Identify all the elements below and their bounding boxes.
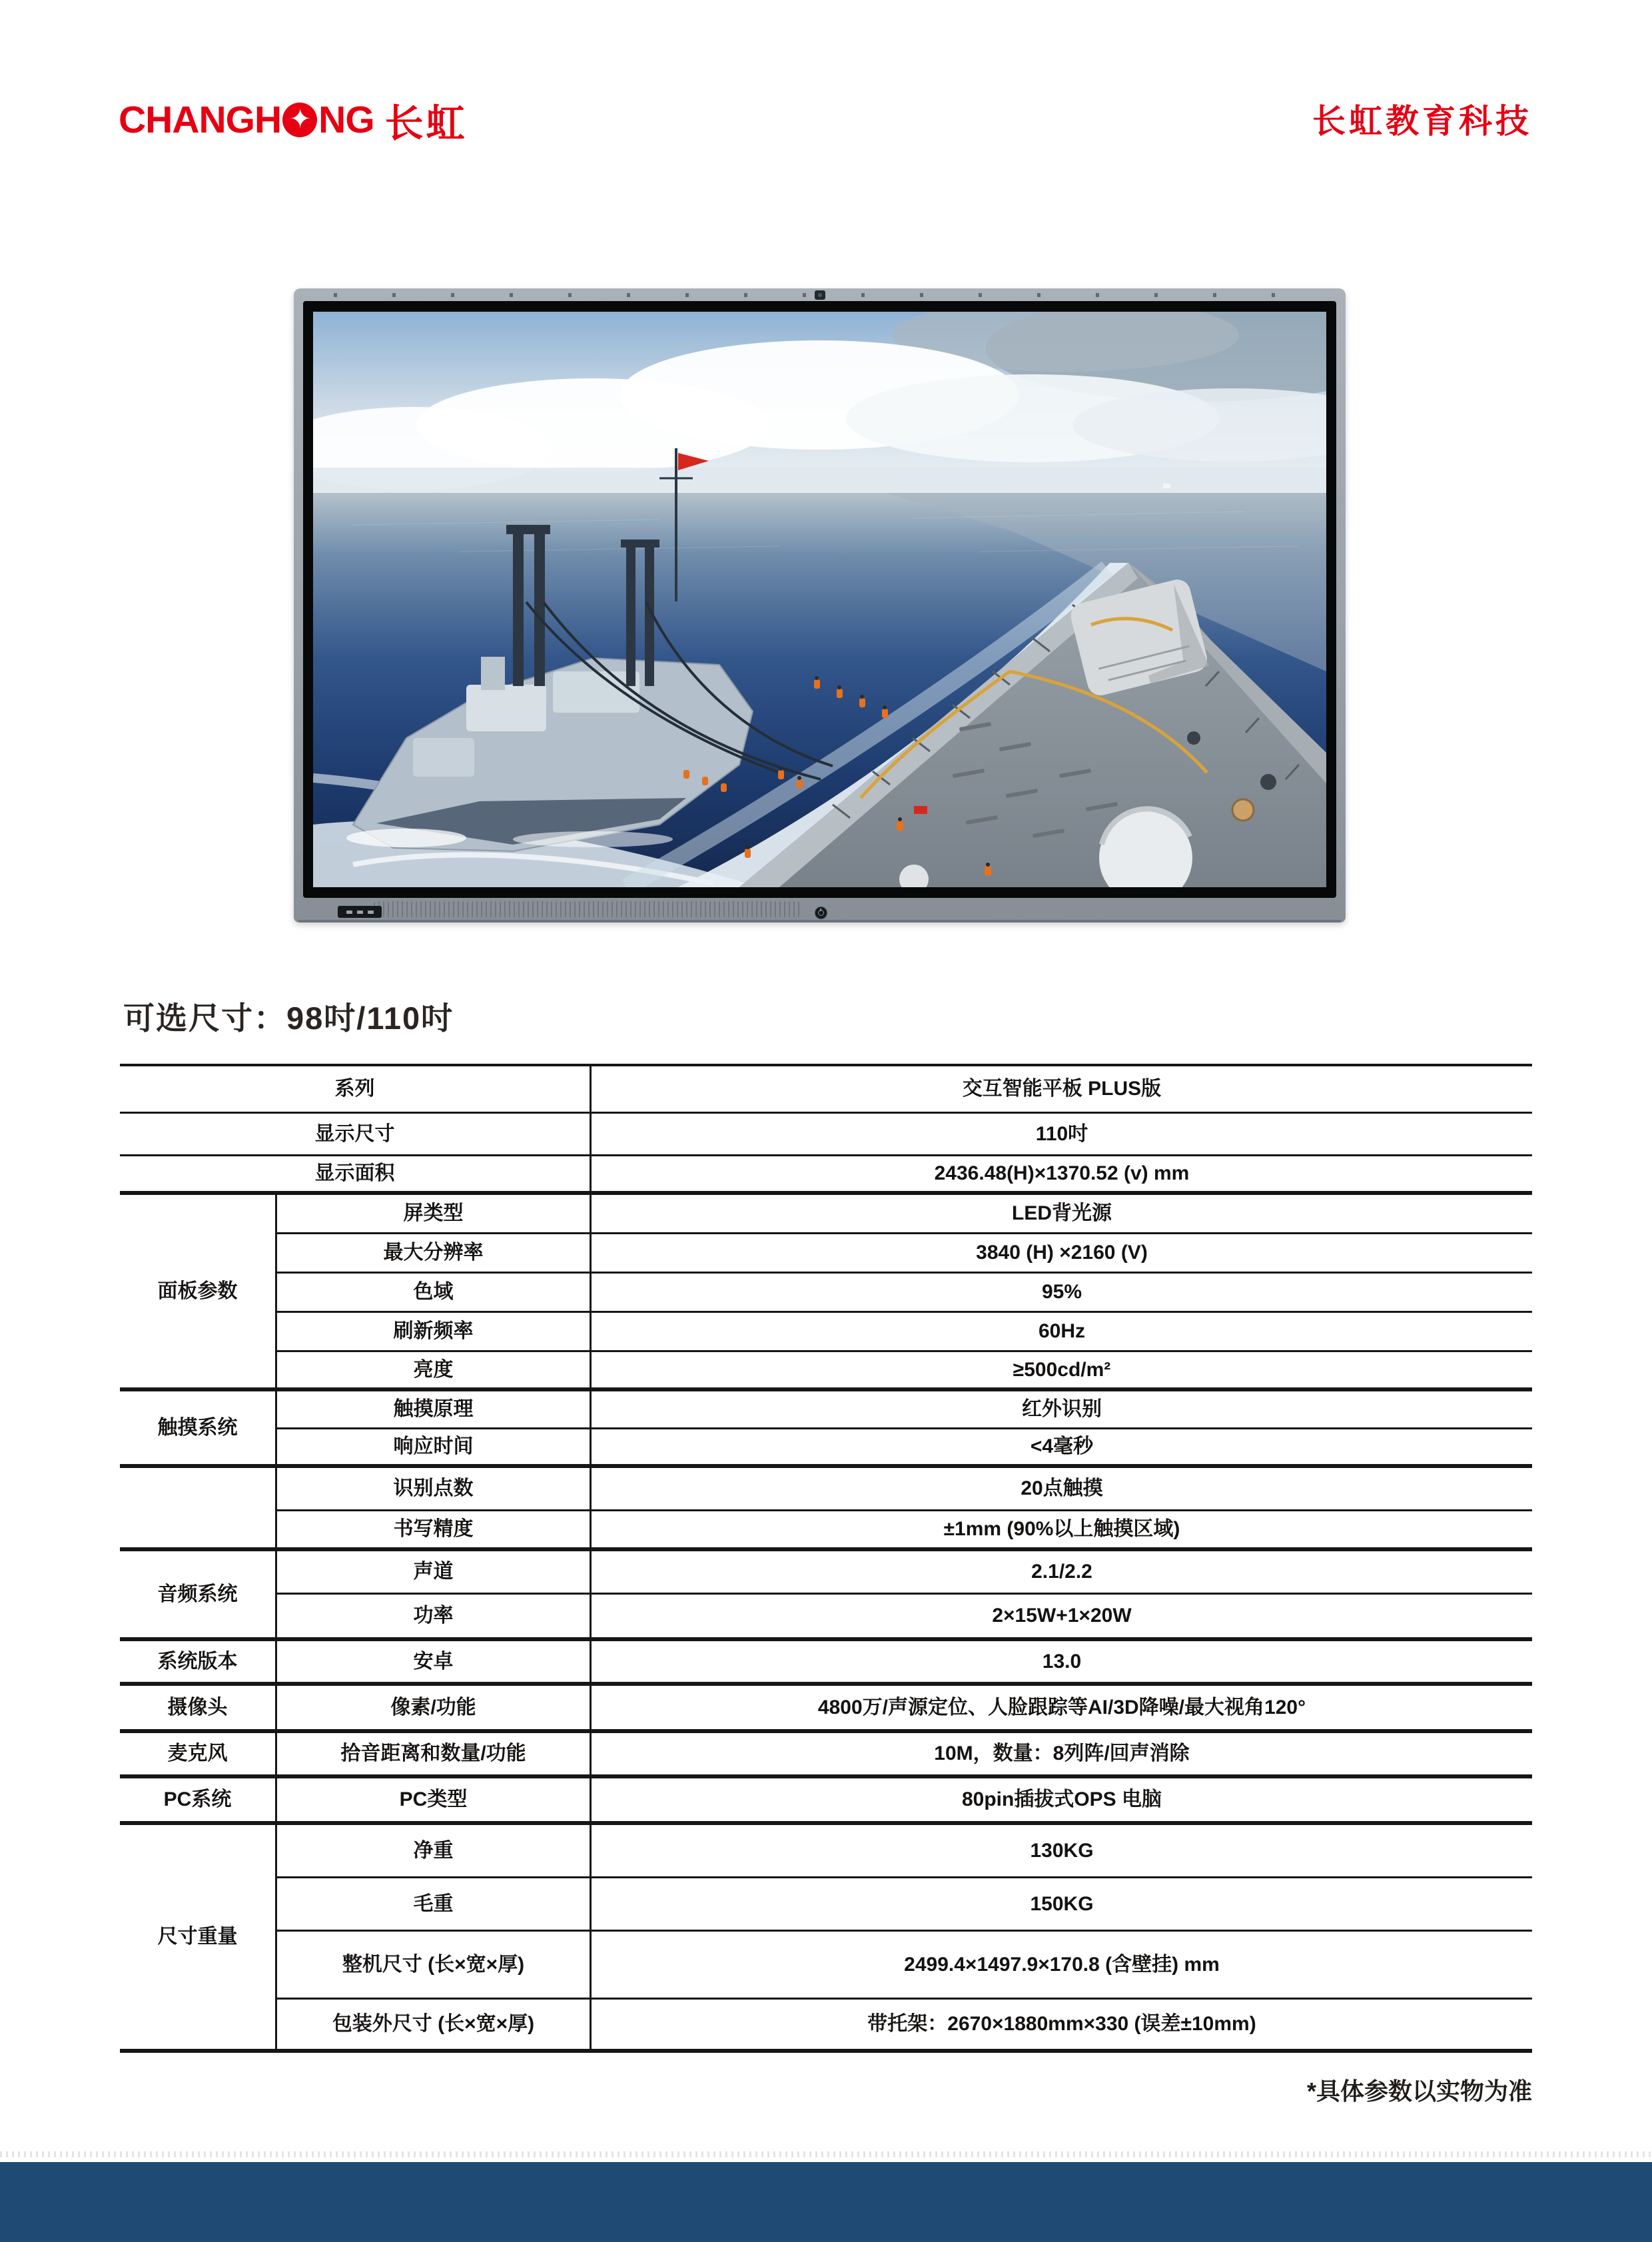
spec-value-cell: 红外识别	[590, 1391, 1532, 1429]
spec-label-cell: 触摸原理	[275, 1391, 590, 1429]
camera-icon	[815, 290, 825, 300]
spec-label-cell: 最大分辨率	[275, 1234, 590, 1274]
spec-label-cell: 识别点数	[275, 1468, 590, 1511]
spec-label-cell: 包装外尺寸 (长×宽×厚)	[275, 2000, 590, 2053]
spec-label-cell: 亮度	[275, 1352, 590, 1391]
spec-group-cell: 音频系统	[120, 1551, 275, 1641]
spec-group-cell: 系统版本	[120, 1641, 275, 1686]
spec-value-cell: 13.0	[590, 1641, 1532, 1686]
spec-value-cell: 110吋	[590, 1114, 1532, 1156]
spec-label-cell: 像素/功能	[275, 1686, 590, 1733]
spec-value-cell: 4800万/声源定位、人脸跟踪等AI/3D降噪/最大视角120°	[590, 1686, 1532, 1733]
spec-group-cell: 麦克风	[120, 1733, 275, 1778]
spec-value-cell: 带托架：2670×1880mm×330 (误差±10mm)	[590, 2000, 1532, 2053]
spec-label-cell: 整机尺寸 (长×宽×厚)	[275, 1932, 590, 2000]
spec-value-cell: 2499.4×1497.9×170.8 (含壁挂) mm	[590, 1932, 1532, 2000]
spec-value-cell: 3840 (H) ×2160 (V)	[590, 1234, 1532, 1274]
logo-text-right: NG	[318, 99, 374, 141]
spec-value-cell: <4毫秒	[590, 1429, 1532, 1468]
spec-group-cell: 面板参数	[120, 1195, 275, 1391]
logo-chinese: 长虹	[384, 102, 468, 145]
logo-text-left: CHANGH	[119, 99, 282, 141]
spec-value-cell: 10M，数量：8列阵/回声消除	[590, 1733, 1532, 1778]
spec-value-cell: 2436.48(H)×1370.52 (v) mm	[590, 1156, 1532, 1195]
spec-label-cell: 毛重	[275, 1878, 590, 1932]
disclaimer-footnote: *具体参数以实物为准	[1306, 2077, 1532, 2105]
interactive-panel-hero	[294, 288, 1346, 923]
spec-label-cell: 系列	[120, 1066, 590, 1114]
spec-label-cell: 屏类型	[275, 1195, 590, 1234]
size-options-heading: 可选尺寸：98吋/110吋	[123, 1000, 454, 1036]
spec-value-cell: ±1mm (90%以上触摸区域)	[590, 1511, 1532, 1551]
spec-value-cell: 交互智能平板 PLUS版	[590, 1066, 1532, 1114]
spec-group-cell: 摄像头	[120, 1686, 275, 1733]
spec-value-cell: 2.1/2.2	[590, 1551, 1532, 1595]
spec-label-cell: 显示尺寸	[120, 1114, 590, 1156]
spec-label-cell: 刷新频率	[275, 1313, 590, 1352]
power-icon[interactable]	[815, 907, 827, 919]
footer-bar	[0, 2162, 1652, 2242]
changhong-logo	[119, 92, 468, 148]
logo-wordmark	[119, 98, 374, 142]
spec-value-cell: 130KG	[590, 1825, 1532, 1878]
spec-value-cell: 2×15W+1×20W	[590, 1595, 1532, 1641]
bezel-underside	[298, 920, 1342, 923]
spec-value-cell: 20点触摸	[590, 1468, 1532, 1511]
spec-label-cell: 拾音距离和数量/功能	[275, 1733, 590, 1778]
spec-value-cell: 80pin插拔式OPS 电脑	[590, 1778, 1532, 1825]
spec-label-cell: 净重	[275, 1825, 590, 1878]
logo-star-icon: ✦	[282, 103, 317, 137]
spec-group-cell: 尺寸重量	[120, 1825, 275, 2053]
footer-watermark-strip	[0, 2151, 1652, 2157]
spec-value-cell: 150KG	[590, 1878, 1532, 1932]
front-control-panel[interactable]	[338, 906, 382, 918]
header-division-title: 长虹教育科技	[1312, 103, 1532, 140]
spec-label-cell: 安卓	[275, 1641, 590, 1686]
spec-group-cell: 触摸系统	[120, 1391, 275, 1468]
spec-label-cell: 色域	[275, 1274, 590, 1313]
spec-label-cell: 声道	[275, 1551, 590, 1595]
speaker-grille	[374, 901, 800, 917]
spec-label-cell: PC类型	[275, 1778, 590, 1825]
screen-image	[313, 312, 1326, 887]
naval-scene	[313, 312, 1326, 887]
spec-label-cell: 显示面积	[120, 1156, 590, 1195]
spec-table	[120, 1064, 1532, 2053]
spec-group-cell: PC系统	[120, 1778, 275, 1825]
spec-label-cell: 书写精度	[275, 1511, 590, 1551]
spec-value-cell: 60Hz	[590, 1313, 1532, 1352]
spec-value-cell: ≥500cd/m²	[590, 1352, 1532, 1391]
spec-group-cell	[120, 1468, 275, 1551]
spec-value-cell: LED背光源	[590, 1195, 1532, 1234]
spec-label-cell: 功率	[275, 1595, 590, 1641]
spec-value-cell: 95%	[590, 1274, 1532, 1313]
spec-label-cell: 响应时间	[275, 1429, 590, 1468]
